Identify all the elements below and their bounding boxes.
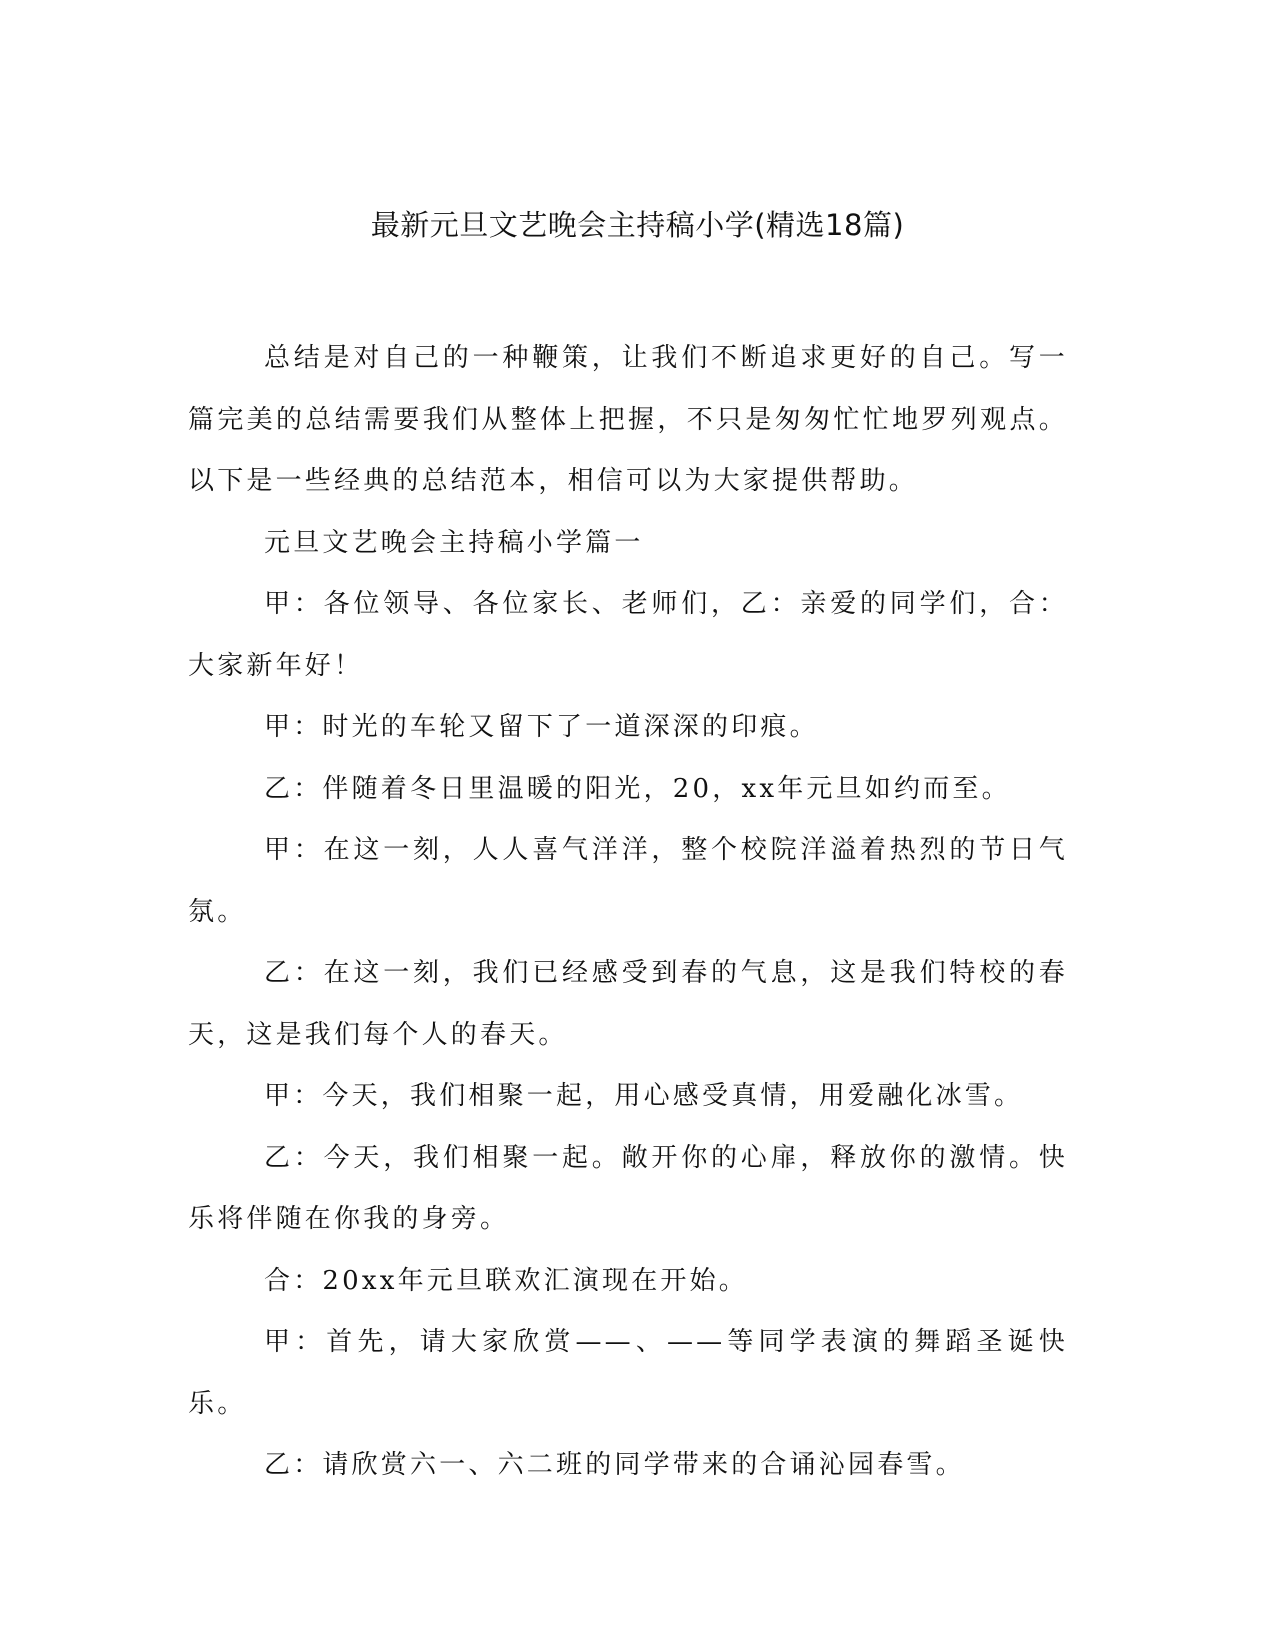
document-title: 最新元旦文艺晚会主持稿小学(精选18篇)	[370, 208, 905, 242]
document-body	[188, 328, 1068, 1497]
script-line: 甲：今天，我们相聚一起，用心感受真情，用爱融化冰雪。	[264, 1081, 1024, 1111]
script-line: 甲：各位领导、各位家长、老师们，乙：亲爱的同学们，合：大家新年好！	[188, 589, 1068, 681]
section-heading: 元旦文艺晚会主持稿小学篇一	[264, 527, 644, 558]
intro-paragraph: 总结是对自己的一种鞭策，让我们不断追求更好的自己。写一篇完美的总结需要我们从整体上把握，不只是匆匆忙忙地罗列观点。以下是一些经典的总结范本，相信可以为大家提供帮助。	[188, 343, 1068, 496]
script-line: 乙：今天，我们相聚一起。敞开你的心扉，释放你的激情。快乐将伴随在你我的身旁。	[188, 1142, 1068, 1234]
script-line: 甲：在这一刻，人人喜气洋洋，整个校院洋溢着热烈的节日气氛。	[188, 835, 1068, 927]
script-line: 合：20xx年元旦联欢汇演现在开始。	[264, 1265, 749, 1296]
script-line: 乙：伴随着冬日里温暖的阳光，20，xx年元旦如约而至。	[264, 773, 1011, 804]
script-line: 乙：请欣赏六一、六二班的同学带来的合诵沁园春雪。	[264, 1450, 965, 1480]
script-line: 甲：首先，请大家欣赏——、——等同学表演的舞蹈圣诞快乐。	[188, 1327, 1068, 1419]
script-line: 乙：在这一刻，我们已经感受到春的气息，这是我们特校的春天，这是我们每个人的春天。	[188, 958, 1068, 1050]
script-line: 甲：时光的车轮又留下了一道深深的印痕。	[264, 712, 819, 742]
